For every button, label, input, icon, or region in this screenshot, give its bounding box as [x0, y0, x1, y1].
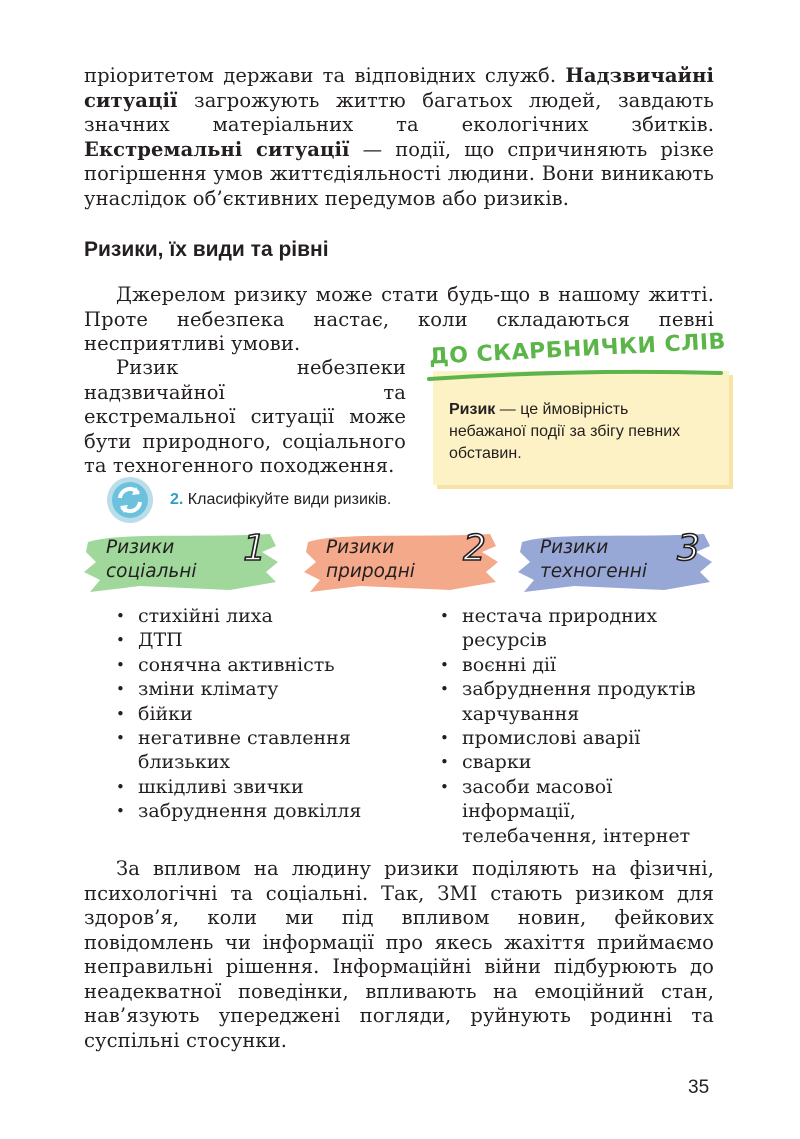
category-technogenic	[514, 528, 714, 596]
list-item: • бійки	[114, 702, 414, 726]
list-item: • ДТП	[114, 628, 414, 652]
category-natural-label: Ризики природні	[326, 537, 415, 582]
vocabulary-definition: Ризик — це ймовірність небажаної події за збігу певних обставин.	[449, 401, 681, 462]
list-item: • зміни клімату	[114, 677, 414, 701]
vocabulary-box	[425, 329, 735, 488]
page-number: 35	[688, 1077, 710, 1098]
list-item: • негативне ставлення близьких	[114, 726, 388, 775]
paragraph-risk-origin: Ризик небезпеки надзвичайної та екстремальної ситуації може бути природного, соціального та техногенного походження.	[84, 356, 406, 477]
term-emergency: Надзвичайні ситуації	[84, 64, 714, 112]
paragraph-risk-source: Джерелом ризику може стати будь-що в нашому житті. Проте небезпека настає, коли складаються певні несприятливі умови.	[84, 283, 714, 355]
category-social	[80, 528, 280, 596]
category-social-number: 1	[243, 528, 266, 569]
vocabulary-term: Ризик	[449, 401, 496, 418]
category-technogenic-label: Ризики техногенні	[540, 537, 647, 582]
list-item: • шкідливі звички	[114, 775, 414, 799]
list-item: • забруднення довкілля	[114, 799, 414, 823]
category-social-label: Ризики соціальні	[106, 537, 197, 582]
category-natural-number: 2	[463, 528, 486, 569]
list-item: • забруднення продуктів харчування	[438, 677, 722, 726]
risk-list-left	[114, 604, 414, 824]
list-item: • сварки	[438, 750, 728, 774]
term-extreme: Екстремальні ситуації	[84, 137, 350, 161]
refresh-cycle-icon	[106, 476, 154, 524]
vocabulary-underline	[425, 369, 725, 385]
list-item: • стихійні лиха	[114, 604, 414, 628]
category-technogenic-number: 3	[677, 528, 700, 569]
risk-list-right	[438, 604, 728, 848]
list-item: • промислові аварії	[438, 726, 728, 750]
list-item: • засоби масової інформації, телебачення, інтернет	[438, 775, 712, 848]
category-natural	[300, 528, 500, 596]
section-heading: Ризики, їх види та рівні	[84, 238, 329, 261]
list-item: • воєнні дії	[438, 653, 728, 677]
intro-paragraph: пріоритетом держави та відповідних служб. Надзвичайні ситуації загрожують життю багатьох людей, завдають значних матеріальних та екологічних збитків. Екстремальні ситуації — події, що спричиняють різке погіршення умов життєдіяльності людини. Вони виникають унаслідок об’єктивних передумов або ризиків.	[84, 64, 715, 210]
task-text: 2. Класифікуйте види ризиків.	[170, 491, 392, 508]
vocabulary-title: ДО СКАРБНИЧКИ СЛІВ	[428, 329, 727, 370]
list-item: • сонячна активність	[114, 653, 414, 677]
list-item: • нестача природних ресурсів	[438, 604, 692, 653]
paragraph-risk-impact: За впливом на людину ризики поділяють на фізичні, психологічні та соціальні. Так, ЗМІ стають ризиком для здоров’я, коли ми під впливом новин, фейкових повідомлень чи інформації про якесь жахіття приймаємо неправильні рішення. Інформаційні війни підбурюють до неадекватної поведінки, впливають на емоційний стан, нав’язують упереджені погляди, руйнують родинні та суспільні стосунки.	[84, 857, 714, 1052]
